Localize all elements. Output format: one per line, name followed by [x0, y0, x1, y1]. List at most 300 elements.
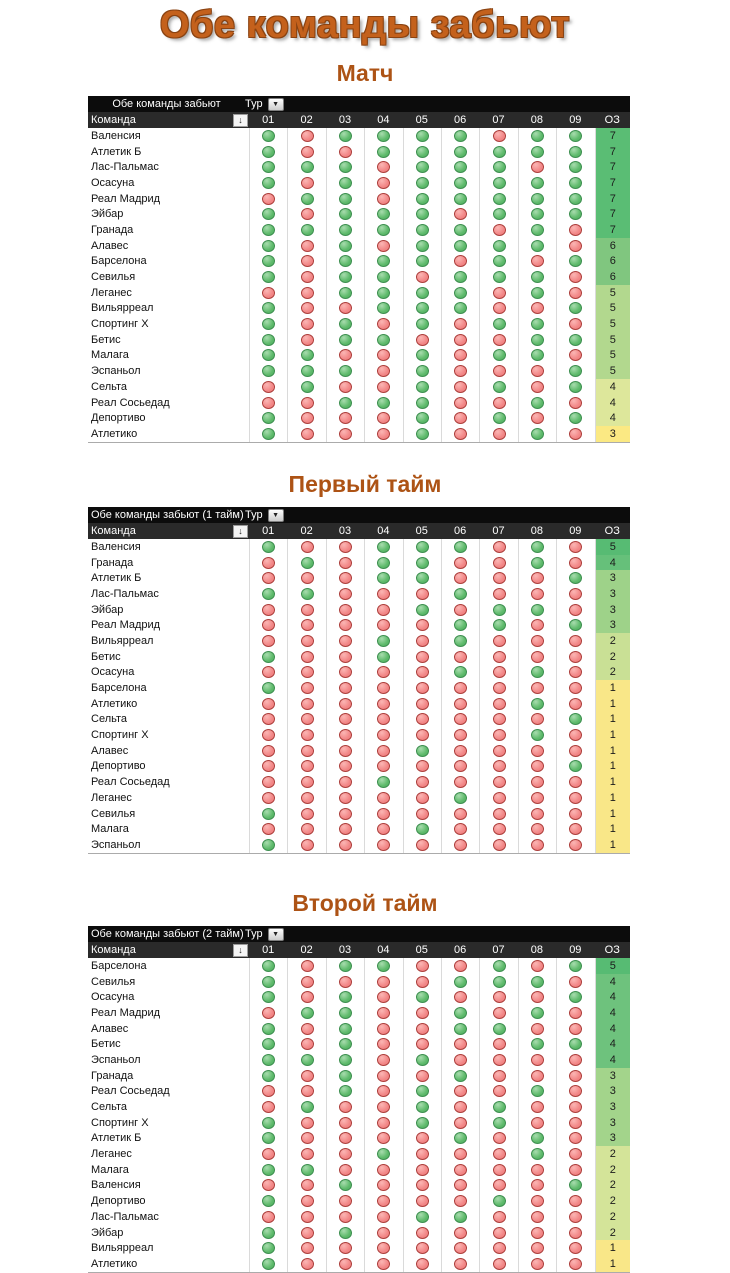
green-dot-icon: [339, 177, 352, 189]
red-dot-icon: [531, 792, 544, 804]
green-dot-icon: [454, 193, 467, 205]
page-title: Обе команды забьют: [159, 4, 571, 46]
red-dot-icon: [262, 1211, 275, 1223]
green-dot-icon: [339, 318, 352, 330]
result-cell: [249, 410, 287, 426]
red-dot-icon: [454, 960, 467, 972]
red-dot-icon: [531, 760, 544, 772]
green-dot-icon: [262, 146, 275, 158]
total-column-header: ОЗ: [604, 114, 620, 126]
dropdown-arrow-icon[interactable]: ▼: [268, 928, 284, 941]
result-cell: [326, 144, 364, 160]
red-dot-icon: [416, 960, 429, 972]
result-cell: [479, 426, 517, 442]
team-name: Атлетико: [91, 427, 138, 440]
total-column-header: ОЗ: [604, 525, 620, 537]
red-dot-icon: [339, 349, 352, 361]
result-cell: [518, 1131, 556, 1147]
result-cell: [326, 191, 364, 207]
result-cell: [249, 539, 287, 555]
red-dot-icon: [339, 976, 352, 988]
total-cell: 7: [595, 222, 630, 238]
red-dot-icon: [416, 713, 429, 725]
team-row: [88, 1052, 630, 1068]
team-name: Барселона: [91, 959, 147, 972]
result-cell: [326, 254, 364, 270]
red-dot-icon: [531, 635, 544, 647]
result-cell: [479, 1036, 517, 1052]
team-row: [88, 665, 630, 681]
total-cell: 7: [595, 144, 630, 160]
green-dot-icon: [301, 193, 314, 205]
result-cell: [479, 301, 517, 317]
result-cell: [249, 363, 287, 379]
red-dot-icon: [377, 1054, 390, 1066]
green-dot-icon: [416, 1211, 429, 1223]
green-dot-icon: [339, 365, 352, 377]
result-cell: [287, 1162, 325, 1178]
round-header: 06: [454, 944, 467, 956]
total-cell: 5: [595, 285, 630, 301]
red-dot-icon: [454, 1038, 467, 1050]
total-cell: 1: [595, 727, 630, 743]
total-cell: 1: [595, 806, 630, 822]
red-dot-icon: [377, 1117, 390, 1129]
result-cell: [326, 1162, 364, 1178]
green-dot-icon: [416, 1085, 429, 1097]
result-cell: [556, 238, 594, 254]
team-row: [88, 696, 630, 712]
result-cell: [403, 665, 441, 681]
red-dot-icon: [416, 976, 429, 988]
result-cell: [441, 301, 479, 317]
red-dot-icon: [377, 991, 390, 1003]
green-dot-icon: [262, 1070, 275, 1082]
result-cell: [249, 379, 287, 395]
team-row: [88, 348, 630, 364]
green-dot-icon: [493, 177, 506, 189]
team-row: [88, 206, 630, 222]
red-dot-icon: [416, 1227, 429, 1239]
result-cell: [479, 586, 517, 602]
green-dot-icon: [531, 193, 544, 205]
team-name: Спортинг Х: [91, 729, 149, 742]
result-cell: [479, 238, 517, 254]
green-dot-icon: [262, 1117, 275, 1129]
total-cell: 3: [595, 1131, 630, 1147]
team-name: Спортинг Х: [91, 318, 149, 331]
result-cell: [479, 285, 517, 301]
result-cell: [364, 759, 402, 775]
round-header: 09: [569, 114, 582, 126]
red-dot-icon: [416, 776, 429, 788]
green-dot-icon: [454, 976, 467, 988]
red-dot-icon: [493, 1242, 506, 1254]
result-cell: [403, 254, 441, 270]
result-cell: [364, 586, 402, 602]
result-cell: [249, 144, 287, 160]
table-title-cell: Обе команды забьют (2 тайм): [91, 928, 244, 940]
result-cell: [326, 1068, 364, 1084]
result-cell: [287, 743, 325, 759]
total-cell: 6: [595, 254, 630, 270]
result-cell: [249, 806, 287, 822]
result-cell: [403, 128, 441, 144]
result-cell: [556, 1256, 594, 1272]
result-cell: [479, 774, 517, 790]
result-cell: [326, 555, 364, 571]
result-cell: [249, 586, 287, 602]
result-cell: [364, 989, 402, 1005]
result-cell: [403, 238, 441, 254]
red-dot-icon: [569, 1195, 582, 1207]
result-cell: [556, 206, 594, 222]
result-cell: [364, 665, 402, 681]
team-row: [88, 332, 630, 348]
team-row: [88, 958, 630, 974]
green-dot-icon: [569, 334, 582, 346]
result-cell: [403, 332, 441, 348]
result-cell: [518, 206, 556, 222]
red-dot-icon: [531, 776, 544, 788]
green-dot-icon: [262, 960, 275, 972]
team-name: Атлетико: [91, 1257, 138, 1270]
result-cell: [518, 617, 556, 633]
green-dot-icon: [339, 130, 352, 142]
green-dot-icon: [454, 541, 467, 553]
total-column-header: ОЗ: [604, 944, 620, 956]
total-cell: 3: [595, 570, 630, 586]
total-cell: 3: [595, 426, 630, 442]
green-dot-icon: [531, 698, 544, 710]
result-cell: [249, 159, 287, 175]
red-dot-icon: [569, 682, 582, 694]
team-row: [88, 727, 630, 743]
result-cell: [479, 696, 517, 712]
green-dot-icon: [493, 1023, 506, 1035]
red-dot-icon: [262, 193, 275, 205]
green-dot-icon: [416, 541, 429, 553]
result-cell: [518, 821, 556, 837]
red-dot-icon: [416, 1164, 429, 1176]
result-cell: [556, 175, 594, 191]
team-row: [88, 1131, 630, 1147]
green-dot-icon: [493, 619, 506, 631]
result-cell: [479, 144, 517, 160]
result-cell: [403, 1178, 441, 1194]
red-dot-icon: [493, 1148, 506, 1160]
red-dot-icon: [301, 698, 314, 710]
result-cell: [479, 159, 517, 175]
result-cell: [326, 1021, 364, 1037]
total-cell: 4: [595, 410, 630, 426]
red-dot-icon: [416, 635, 429, 647]
result-cell: [287, 1036, 325, 1052]
team-name: Малага: [91, 823, 129, 836]
result-cell: [556, 759, 594, 775]
result-cell: [249, 1052, 287, 1068]
result-cell: [287, 570, 325, 586]
red-dot-icon: [301, 960, 314, 972]
team-row: [88, 712, 630, 728]
green-dot-icon: [531, 208, 544, 220]
red-dot-icon: [301, 776, 314, 788]
result-cell: [441, 1146, 479, 1162]
total-cell: 5: [595, 316, 630, 332]
green-dot-icon: [493, 349, 506, 361]
red-dot-icon: [416, 729, 429, 741]
result-cell: [403, 649, 441, 665]
result-cell: [556, 1036, 594, 1052]
result-cell: [479, 665, 517, 681]
red-dot-icon: [301, 1023, 314, 1035]
result-cell: [249, 269, 287, 285]
team-name: Реал Сосьедад: [91, 1085, 170, 1098]
red-dot-icon: [301, 682, 314, 694]
result-cell: [403, 1209, 441, 1225]
red-dot-icon: [262, 619, 275, 631]
result-cell: [326, 269, 364, 285]
result-cell: [518, 426, 556, 442]
round-header: 01: [262, 114, 275, 126]
round-header: 02: [300, 114, 313, 126]
green-dot-icon: [262, 1132, 275, 1144]
result-cell: [556, 712, 594, 728]
red-dot-icon: [301, 713, 314, 725]
green-dot-icon: [301, 557, 314, 569]
result-cell: [479, 821, 517, 837]
result-cell: [249, 348, 287, 364]
team-name: Вильярреал: [91, 634, 154, 647]
team-name: Вильярреал: [91, 302, 154, 315]
red-dot-icon: [377, 823, 390, 835]
result-cell: [364, 821, 402, 837]
green-dot-icon: [416, 428, 429, 440]
red-dot-icon: [377, 1179, 390, 1191]
result-cell: [326, 586, 364, 602]
result-cell: [403, 348, 441, 364]
result-cell: [518, 837, 556, 853]
green-dot-icon: [569, 255, 582, 267]
green-dot-icon: [416, 823, 429, 835]
team-name: Лас-Пальмас: [91, 587, 159, 600]
round-header: 04: [377, 525, 390, 537]
result-cell: [249, 617, 287, 633]
green-dot-icon: [454, 635, 467, 647]
result-cell: [364, 1225, 402, 1241]
section-title: Второй тайм: [292, 890, 438, 916]
red-dot-icon: [377, 1211, 390, 1223]
green-dot-icon: [377, 776, 390, 788]
red-dot-icon: [416, 1179, 429, 1191]
red-dot-icon: [262, 397, 275, 409]
team-row: [88, 1146, 630, 1162]
team-name: Бетис: [91, 333, 121, 346]
green-dot-icon: [416, 302, 429, 314]
result-cell: [518, 1178, 556, 1194]
green-dot-icon: [531, 146, 544, 158]
red-dot-icon: [531, 1242, 544, 1254]
result-cell: [441, 586, 479, 602]
red-dot-icon: [569, 557, 582, 569]
red-dot-icon: [493, 776, 506, 788]
result-cell: [403, 1036, 441, 1052]
red-dot-icon: [569, 287, 582, 299]
red-dot-icon: [377, 729, 390, 741]
result-cell: [403, 285, 441, 301]
red-dot-icon: [262, 1085, 275, 1097]
total-cell: 4: [595, 555, 630, 571]
red-dot-icon: [301, 318, 314, 330]
result-cell: [441, 1021, 479, 1037]
red-dot-icon: [454, 412, 467, 424]
result-cell: [556, 821, 594, 837]
result-cell: [441, 1084, 479, 1100]
green-dot-icon: [339, 991, 352, 1003]
result-cell: [441, 238, 479, 254]
result-cell: [249, 426, 287, 442]
sort-icon[interactable]: ↓: [233, 525, 248, 538]
result-cell: [403, 426, 441, 442]
team-row: [88, 269, 630, 285]
team-name: Алавес: [91, 239, 129, 252]
red-dot-icon: [493, 557, 506, 569]
red-dot-icon: [493, 745, 506, 757]
filter-field-label: Тур: [245, 928, 263, 940]
total-cell: 7: [595, 128, 630, 144]
sort-icon[interactable]: ↓: [233, 114, 248, 127]
green-dot-icon: [493, 976, 506, 988]
team-name: Севилья: [91, 271, 136, 284]
result-cell: [479, 254, 517, 270]
green-dot-icon: [339, 1070, 352, 1082]
result-cell: [556, 1209, 594, 1225]
team-row: [88, 837, 630, 853]
result-cell: [518, 1240, 556, 1256]
result-cell: [518, 586, 556, 602]
red-dot-icon: [339, 698, 352, 710]
result-cell: [364, 316, 402, 332]
red-dot-icon: [569, 541, 582, 553]
red-dot-icon: [454, 1195, 467, 1207]
result-cell: [364, 1193, 402, 1209]
red-dot-icon: [493, 130, 506, 142]
result-cell: [287, 1005, 325, 1021]
result-cell: [249, 285, 287, 301]
green-dot-icon: [416, 224, 429, 236]
green-dot-icon: [416, 318, 429, 330]
total-cell: 1: [595, 821, 630, 837]
red-dot-icon: [531, 161, 544, 173]
round-header: 09: [569, 944, 582, 956]
result-cell: [326, 285, 364, 301]
filter-field-label: Тур: [245, 98, 263, 110]
red-dot-icon: [454, 698, 467, 710]
result-cell: [518, 144, 556, 160]
red-dot-icon: [301, 146, 314, 158]
dropdown-arrow-icon[interactable]: ▼: [268, 509, 284, 522]
red-dot-icon: [493, 302, 506, 314]
team-row: [88, 555, 630, 571]
result-cell: [556, 426, 594, 442]
red-dot-icon: [569, 318, 582, 330]
sort-icon[interactable]: ↓: [233, 944, 248, 957]
green-dot-icon: [454, 146, 467, 158]
team-name: Реал Мадрид: [91, 1006, 161, 1019]
green-dot-icon: [416, 240, 429, 252]
team-name: Эйбар: [91, 603, 124, 616]
result-cell: [249, 743, 287, 759]
red-dot-icon: [301, 1227, 314, 1239]
team-name: Алавес: [91, 744, 129, 757]
green-dot-icon: [569, 1038, 582, 1050]
red-dot-icon: [493, 1258, 506, 1270]
green-dot-icon: [262, 224, 275, 236]
team-header-label: Команда: [91, 525, 136, 537]
green-dot-icon: [531, 541, 544, 553]
result-cell: [479, 570, 517, 586]
round-header: 09: [569, 525, 582, 537]
red-dot-icon: [377, 177, 390, 189]
team-row: [88, 649, 630, 665]
red-dot-icon: [569, 271, 582, 283]
result-cell: [326, 1256, 364, 1272]
result-cell: [249, 633, 287, 649]
result-cell: [479, 1052, 517, 1068]
result-cell: [518, 665, 556, 681]
result-cell: [326, 1005, 364, 1021]
red-dot-icon: [454, 839, 467, 851]
result-cell: [556, 974, 594, 990]
result-cell: [556, 539, 594, 555]
result-cell: [326, 301, 364, 317]
red-dot-icon: [339, 776, 352, 788]
result-cell: [326, 790, 364, 806]
green-dot-icon: [262, 428, 275, 440]
result-cell: [287, 316, 325, 332]
total-cell: 1: [595, 774, 630, 790]
result-cell: [364, 633, 402, 649]
result-cell: [518, 1225, 556, 1241]
result-cell: [326, 743, 364, 759]
result-cell: [518, 1099, 556, 1115]
result-cell: [326, 602, 364, 618]
total-cell: 5: [595, 301, 630, 317]
total-cell: 4: [595, 395, 630, 411]
total-cell: 4: [595, 1052, 630, 1068]
green-dot-icon: [416, 381, 429, 393]
dropdown-arrow-icon[interactable]: ▼: [268, 98, 284, 111]
green-dot-icon: [531, 349, 544, 361]
result-cell: [364, 539, 402, 555]
table-header-row: [88, 96, 630, 112]
team-row: [88, 539, 630, 555]
red-dot-icon: [454, 572, 467, 584]
red-dot-icon: [301, 240, 314, 252]
result-cell: [403, 222, 441, 238]
red-dot-icon: [262, 1148, 275, 1160]
result-cell: [556, 774, 594, 790]
result-cell: [479, 680, 517, 696]
total-cell: 3: [595, 1115, 630, 1131]
green-dot-icon: [454, 287, 467, 299]
team-row: [88, 806, 630, 822]
result-cell: [364, 222, 402, 238]
result-cell: [441, 144, 479, 160]
result-cell: [287, 1225, 325, 1241]
red-dot-icon: [569, 397, 582, 409]
red-dot-icon: [569, 224, 582, 236]
